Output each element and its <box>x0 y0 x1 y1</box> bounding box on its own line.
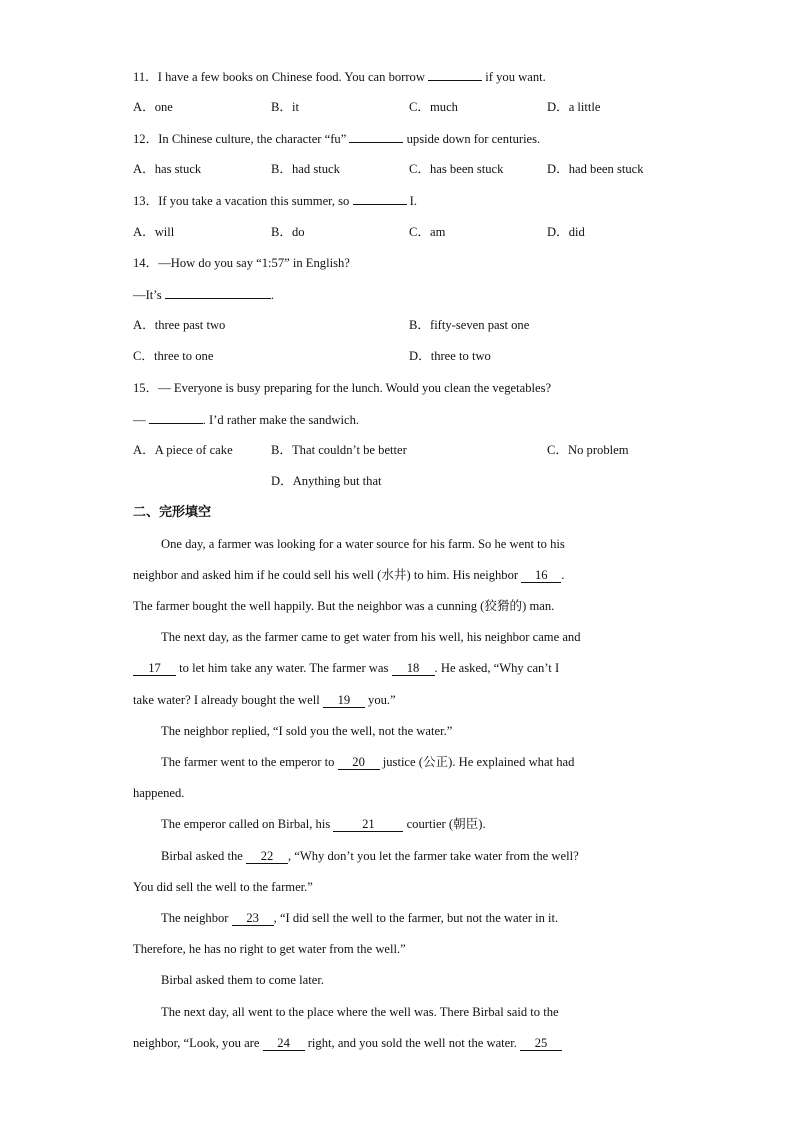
passage-line <box>161 848 579 864</box>
reply-text-end: . I’d rather make the sandwich. <box>202 413 360 427</box>
question-text: In Chinese culture, the character “fu” <box>158 132 350 146</box>
option-a: A．one <box>133 100 173 114</box>
question-number: 11． <box>133 70 158 84</box>
option-c: C．has been stuck <box>409 162 504 176</box>
option-c: C．No problem <box>547 443 629 457</box>
passage-text: neighbor, “Look, you are <box>133 1036 263 1050</box>
passage-line: happened. <box>133 786 185 800</box>
reply-text-end: . <box>270 288 274 302</box>
passage-text: courtier (朝臣). <box>403 817 486 831</box>
answer-blank <box>353 192 407 205</box>
numbered-blank: 24 <box>263 1037 305 1051</box>
passage-text: , “Why don’t you let the farmer take water from the well? <box>287 849 579 863</box>
question-14 <box>133 255 350 271</box>
answer-blank <box>149 411 203 424</box>
numbered-blank: 19 <box>323 694 365 708</box>
passage-text: right, and you sold the well not the water. <box>304 1036 521 1050</box>
option-a: A．will <box>133 225 175 239</box>
passage-line: One day, a farmer was looking for a water source for his farm. So he went to his <box>161 537 565 551</box>
question-number: 14． <box>133 256 159 270</box>
passage-line <box>133 567 564 583</box>
passage-line <box>133 660 559 676</box>
numbered-blank: 20 <box>338 756 380 770</box>
passage-line: Birbal asked them to come later. <box>161 973 324 987</box>
option-a: A．A piece of cake <box>133 443 233 457</box>
option-d: D．Anything but that <box>271 474 382 488</box>
passage-text: The neighbor <box>161 911 232 925</box>
question-number: 12． <box>133 132 159 146</box>
question-text: If you take a vacation this summer, so <box>158 194 353 208</box>
answer-blank <box>165 286 271 299</box>
answer-blank <box>349 130 403 143</box>
numbered-blank: 17 <box>133 662 176 676</box>
numbered-blank: 22 <box>246 850 288 864</box>
numbered-blank: 25 <box>520 1037 562 1051</box>
option-d: D．had been stuck <box>547 162 644 176</box>
passage-text: The emperor called on Birbal, his <box>161 817 334 831</box>
passage-line <box>161 754 574 770</box>
passage-line <box>133 1035 562 1051</box>
numbered-blank: 21 <box>333 818 403 832</box>
option-d: D．did <box>547 225 585 239</box>
option-b: B．do <box>271 225 305 239</box>
question-text-end: upside down for centuries. <box>403 132 541 146</box>
question-15-reply <box>133 411 359 428</box>
passage-text: you.” <box>364 693 396 707</box>
question-text: —How do you say “1:57” in English? <box>158 256 350 270</box>
section-title: 二、完形填空 <box>133 505 212 520</box>
passage-line: The next day, as the farmer came to get water from his well, his neighbor came and <box>161 630 581 644</box>
option-b: B．That couldn’t be better <box>271 443 407 457</box>
passage-text: Birbal asked the <box>161 849 246 863</box>
passage-text: take water? I already bought the well <box>133 693 323 707</box>
passage-line <box>161 816 486 832</box>
question-text-end: I. <box>406 194 417 208</box>
reply-text: — <box>133 413 149 427</box>
passage-line <box>161 910 558 926</box>
option-a: A．has stuck <box>133 162 202 176</box>
option-d: D．a little <box>547 100 601 114</box>
option-c: C．much <box>409 100 458 114</box>
passage-line: The next day, all went to the place where the well was. There Birbal said to the <box>161 1005 559 1019</box>
passage-line: You did sell the well to the farmer.” <box>133 880 313 894</box>
passage-text: . He asked, “Why can’t I <box>434 661 560 675</box>
numbered-blank: 18 <box>392 662 435 676</box>
passage-line <box>133 692 396 708</box>
passage-line: Therefore, he has no right to get water from the well.” <box>133 942 406 956</box>
passage-text: to let him take any water. The farmer was <box>176 661 392 675</box>
numbered-blank: 23 <box>232 912 274 926</box>
option-b: B．had stuck <box>271 162 340 176</box>
question-text-end: if you want. <box>482 70 546 84</box>
question-13 <box>133 192 417 209</box>
passage-text: neighbor and asked him if he could sell his well (水井) to him. His neighbor <box>133 568 522 582</box>
option-c: C．am <box>409 225 446 239</box>
question-14-reply <box>133 286 274 303</box>
passage-text: The farmer went to the emperor to <box>161 755 338 769</box>
option-b: B．it <box>271 100 299 114</box>
option-a: A．three past two <box>133 318 226 332</box>
question-11 <box>133 68 546 85</box>
passage-text: , “I did sell the well to the farmer, but not the water in it. <box>273 911 559 925</box>
option-b: B．fifty-seven past one <box>409 318 530 332</box>
question-12 <box>133 130 540 147</box>
passage-text: . <box>561 568 565 582</box>
passage-line: The neighbor replied, “I sold you the well, not the water.” <box>161 724 453 738</box>
reply-text: —It’s <box>133 288 165 302</box>
question-text: — Everyone is busy preparing for the lunch. Would you clean the vegetables? <box>158 381 552 395</box>
passage-line: The farmer bought the well happily. But the neighbor was a cunning (狡猾的) man. <box>133 599 555 613</box>
passage-text: justice (公正). He explained what had <box>379 755 575 769</box>
option-c: C．three to one <box>133 349 214 363</box>
question-15 <box>133 380 551 396</box>
question-number: 15． <box>133 381 159 395</box>
numbered-blank: 16 <box>521 569 561 583</box>
answer-blank <box>428 68 482 81</box>
option-d: D．three to two <box>409 349 491 363</box>
question-text: I have a few books on Chinese food. You can borrow <box>157 70 429 84</box>
question-number: 13． <box>133 194 159 208</box>
